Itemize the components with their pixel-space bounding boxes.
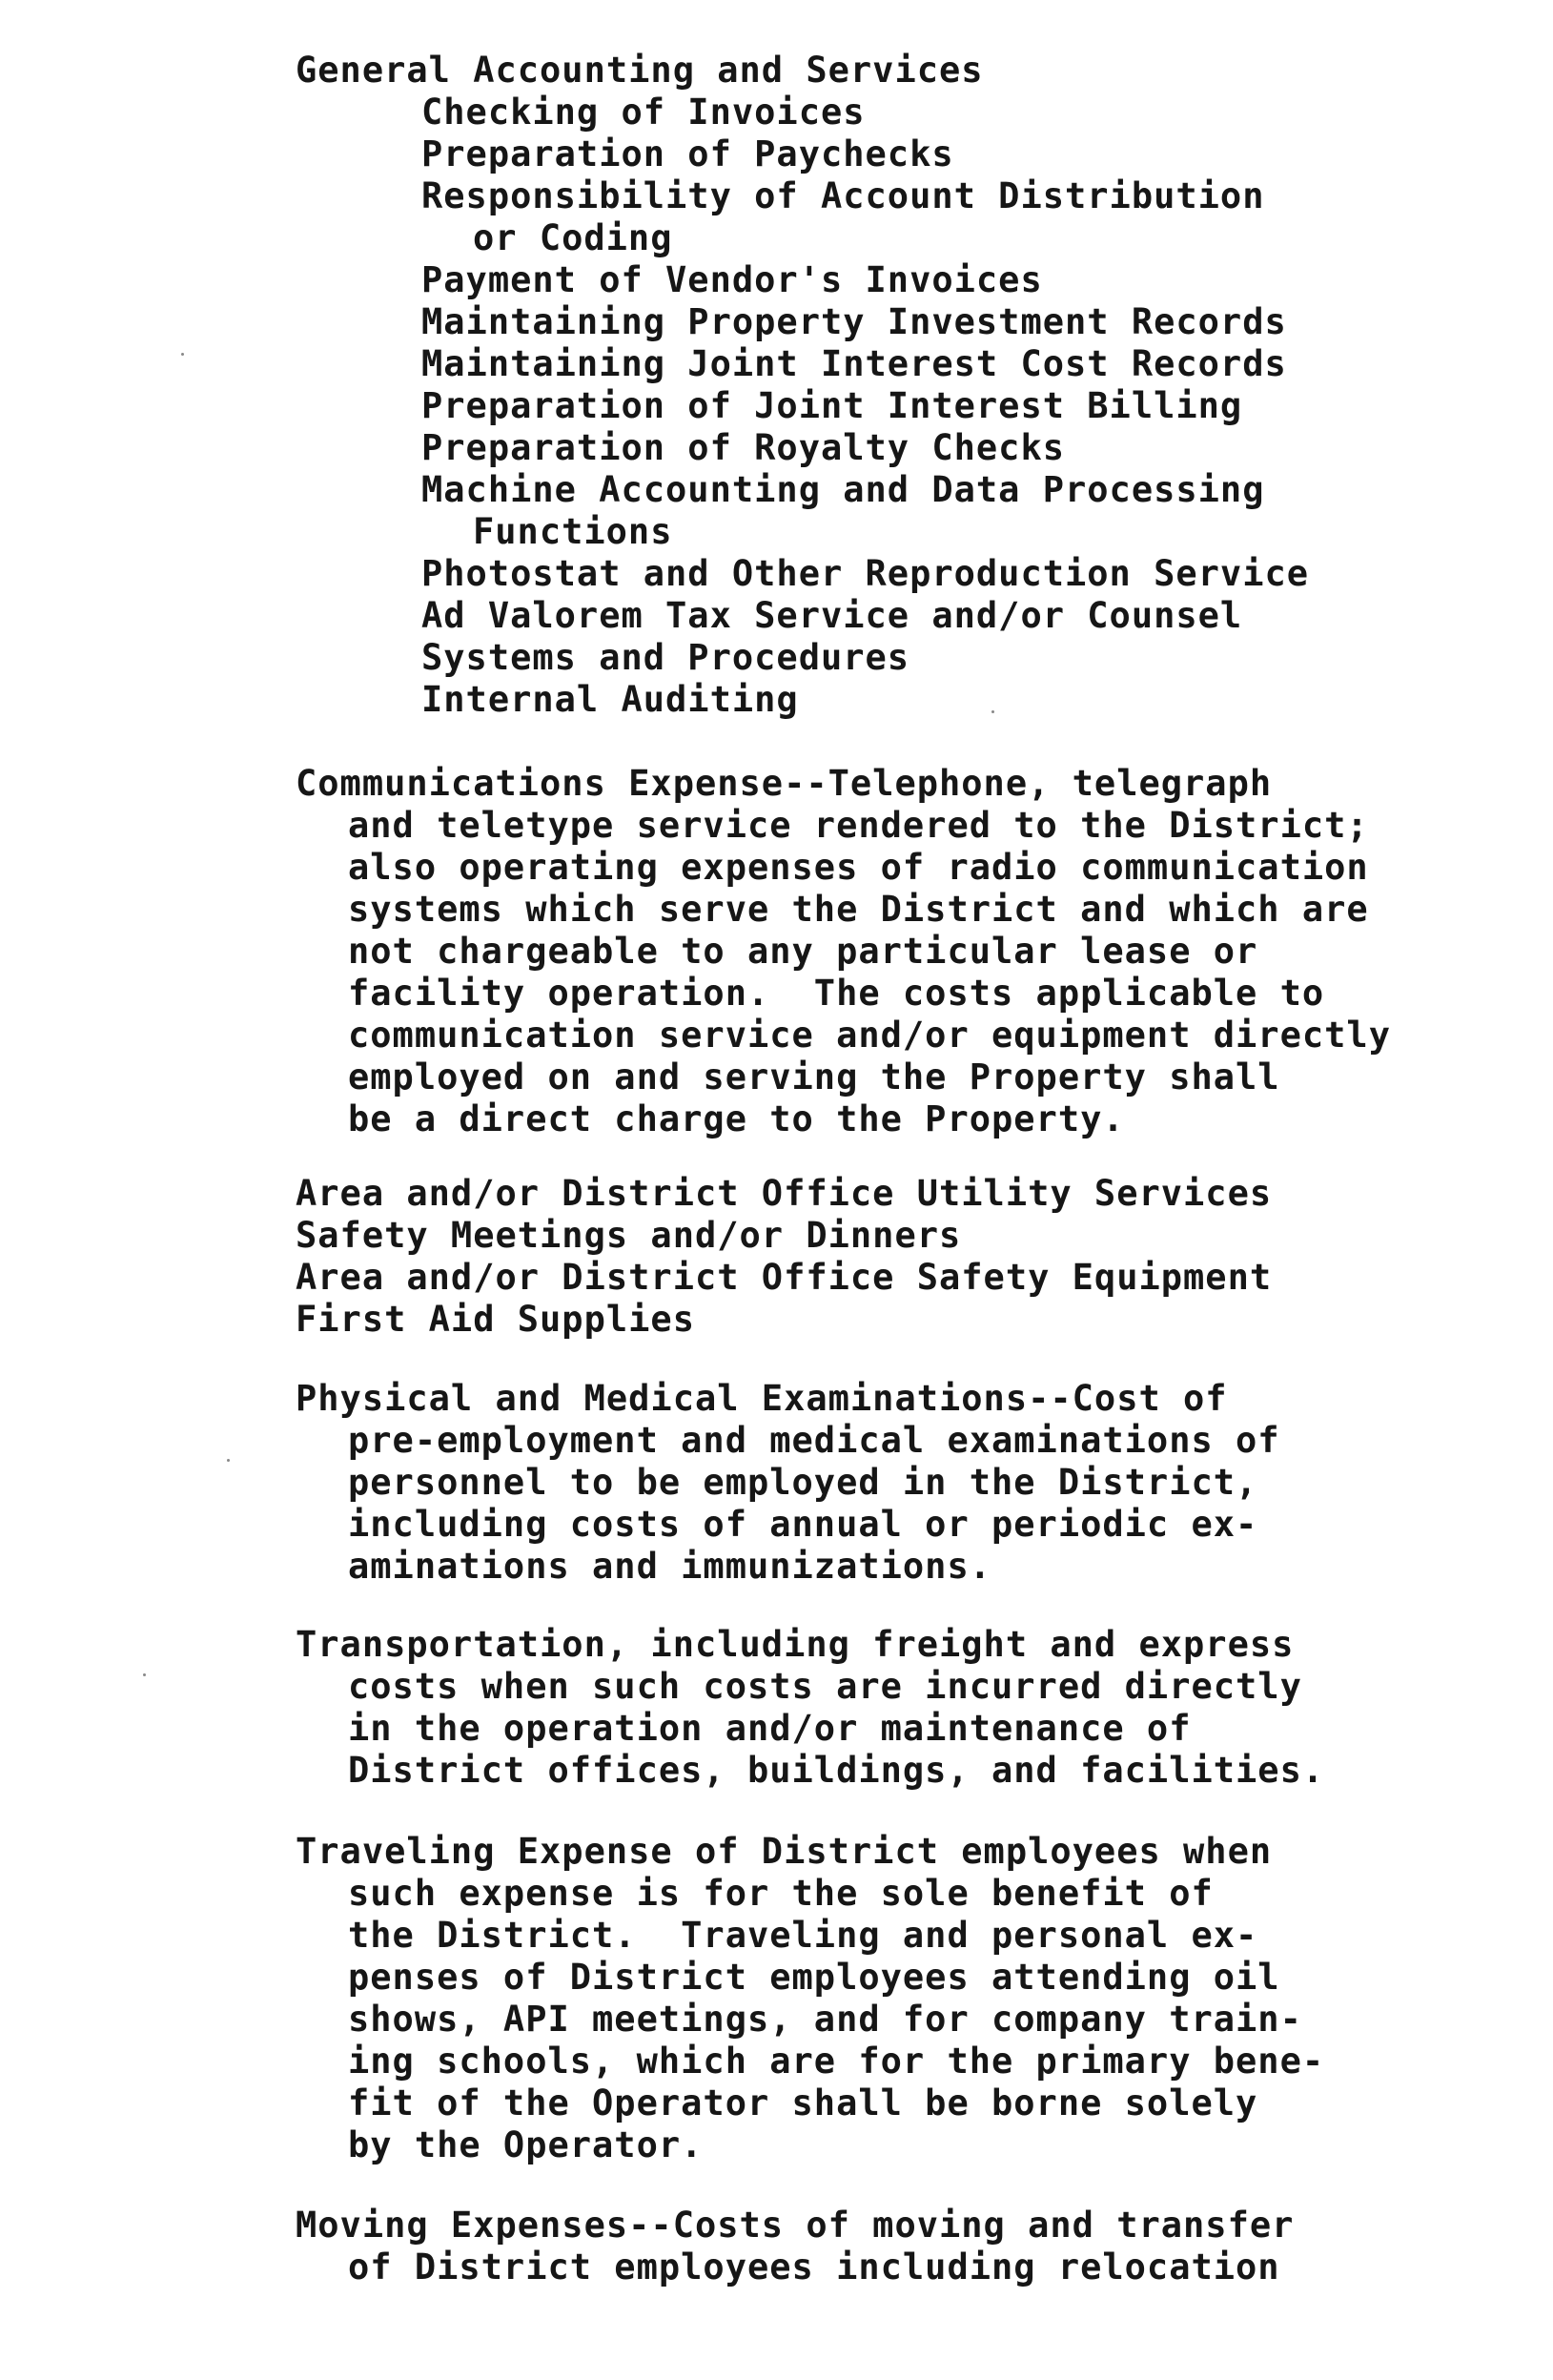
paragraph-line: be a direct charge to the Property.: [348, 1098, 1125, 1139]
list-item: Preparation of Paychecks: [421, 133, 954, 174]
paragraph-line: communication service and/or equipment directly: [348, 1015, 1391, 1056]
list-item-continuation: or Coding: [473, 217, 673, 258]
paragraph-line: in the operation and/or maintenance of: [348, 1708, 1192, 1749]
list-item: Area and/or District Office Safety Equipment: [296, 1257, 1273, 1298]
scan-speck: [991, 710, 994, 713]
list-item: Internal Auditing: [421, 679, 799, 720]
transportation-section: [296, 1624, 1535, 1792]
paragraph-line: also operating expenses of radio communication: [348, 847, 1369, 888]
scan-speck: [181, 353, 184, 356]
list-item-continuation: Functions: [473, 511, 673, 552]
paragraph-line: Moving Expenses--Costs of moving and transfer: [296, 2205, 1295, 2246]
paragraph-line: of District employees including relocation: [348, 2247, 1280, 2288]
medical-section: [296, 1378, 1535, 1588]
paragraph-line: personnel to be employed in the District,: [348, 1462, 1258, 1503]
paragraph-line: District offices, buildings, and facilities.: [348, 1750, 1325, 1791]
list-item: Maintaining Property Investment Records: [421, 301, 1287, 342]
paragraph-line: Communications Expense--Telephone, telegraph: [296, 763, 1273, 804]
paragraph-line: aminations and immunizations.: [348, 1546, 992, 1587]
paragraph-line: Physical and Medical Examinations--Cost of: [296, 1378, 1228, 1419]
list-item: Systems and Procedures: [421, 637, 910, 678]
list-item: Machine Accounting and Data Processing: [421, 469, 1265, 510]
list-item: Payment of Vendor's Invoices: [421, 259, 1043, 300]
paragraph-line: including costs of annual or periodic ex-: [348, 1504, 1258, 1545]
list-item: Ad Valorem Tax Service and/or Counsel: [421, 595, 1243, 636]
scan-speck: [227, 1459, 230, 1462]
paragraph-line: not chargeable to any particular lease or: [348, 931, 1258, 972]
paragraph-line: costs when such costs are incurred directly: [348, 1666, 1302, 1707]
paragraph-line: systems which serve the District and which are: [348, 889, 1369, 930]
list-item: Area and/or District Office Utility Services: [296, 1173, 1273, 1214]
section-title: General Accounting and Services: [296, 50, 984, 91]
paragraph-line: facility operation. The costs applicable to: [348, 973, 1325, 1014]
office-items-section: [296, 1173, 1535, 1341]
paragraph-line: the District. Traveling and personal ex-: [348, 1915, 1258, 1956]
paragraph-line: employed on and serving the Property shall: [348, 1057, 1280, 1098]
list-item: Maintaining Joint Interest Cost Records: [421, 343, 1287, 384]
paragraph-line: and teletype service rendered to the District;: [348, 805, 1369, 846]
traveling-section: [296, 1831, 1535, 2166]
list-item: Safety Meetings and/or Dinners: [296, 1215, 962, 1256]
list-item: Photostat and Other Reproduction Service: [421, 553, 1310, 594]
list-item: Responsibility of Account Distribution: [421, 175, 1265, 216]
paragraph-line: such expense is for the sole benefit of: [348, 1873, 1214, 1914]
general-accounting-section: [296, 50, 1535, 721]
communications-section: [296, 763, 1535, 1140]
paragraph-line: by the Operator.: [348, 2124, 704, 2165]
list-item: Preparation of Royalty Checks: [421, 427, 1066, 468]
paragraph-line: fit of the Operator shall be borne solely: [348, 2082, 1258, 2124]
paragraph-line: Traveling Expense of District employees when: [296, 1831, 1273, 1872]
moving-section: [296, 2205, 1535, 2288]
scan-speck: [143, 1673, 146, 1676]
list-item: Preparation of Joint Interest Billing: [421, 385, 1243, 426]
paragraph-line: penses of District employees attending oil: [348, 1957, 1280, 1998]
paragraph-line: ing schools, which are for the primary bene-: [348, 2041, 1325, 2082]
list-item: First Aid Supplies: [296, 1299, 695, 1340]
paragraph-line: Transportation, including freight and express: [296, 1624, 1295, 1665]
paragraph-line: pre-employment and medical examinations of: [348, 1420, 1280, 1461]
paragraph-line: shows, API meetings, and for company train-: [348, 1999, 1302, 2040]
list-item: Checking of Invoices: [421, 92, 866, 133]
